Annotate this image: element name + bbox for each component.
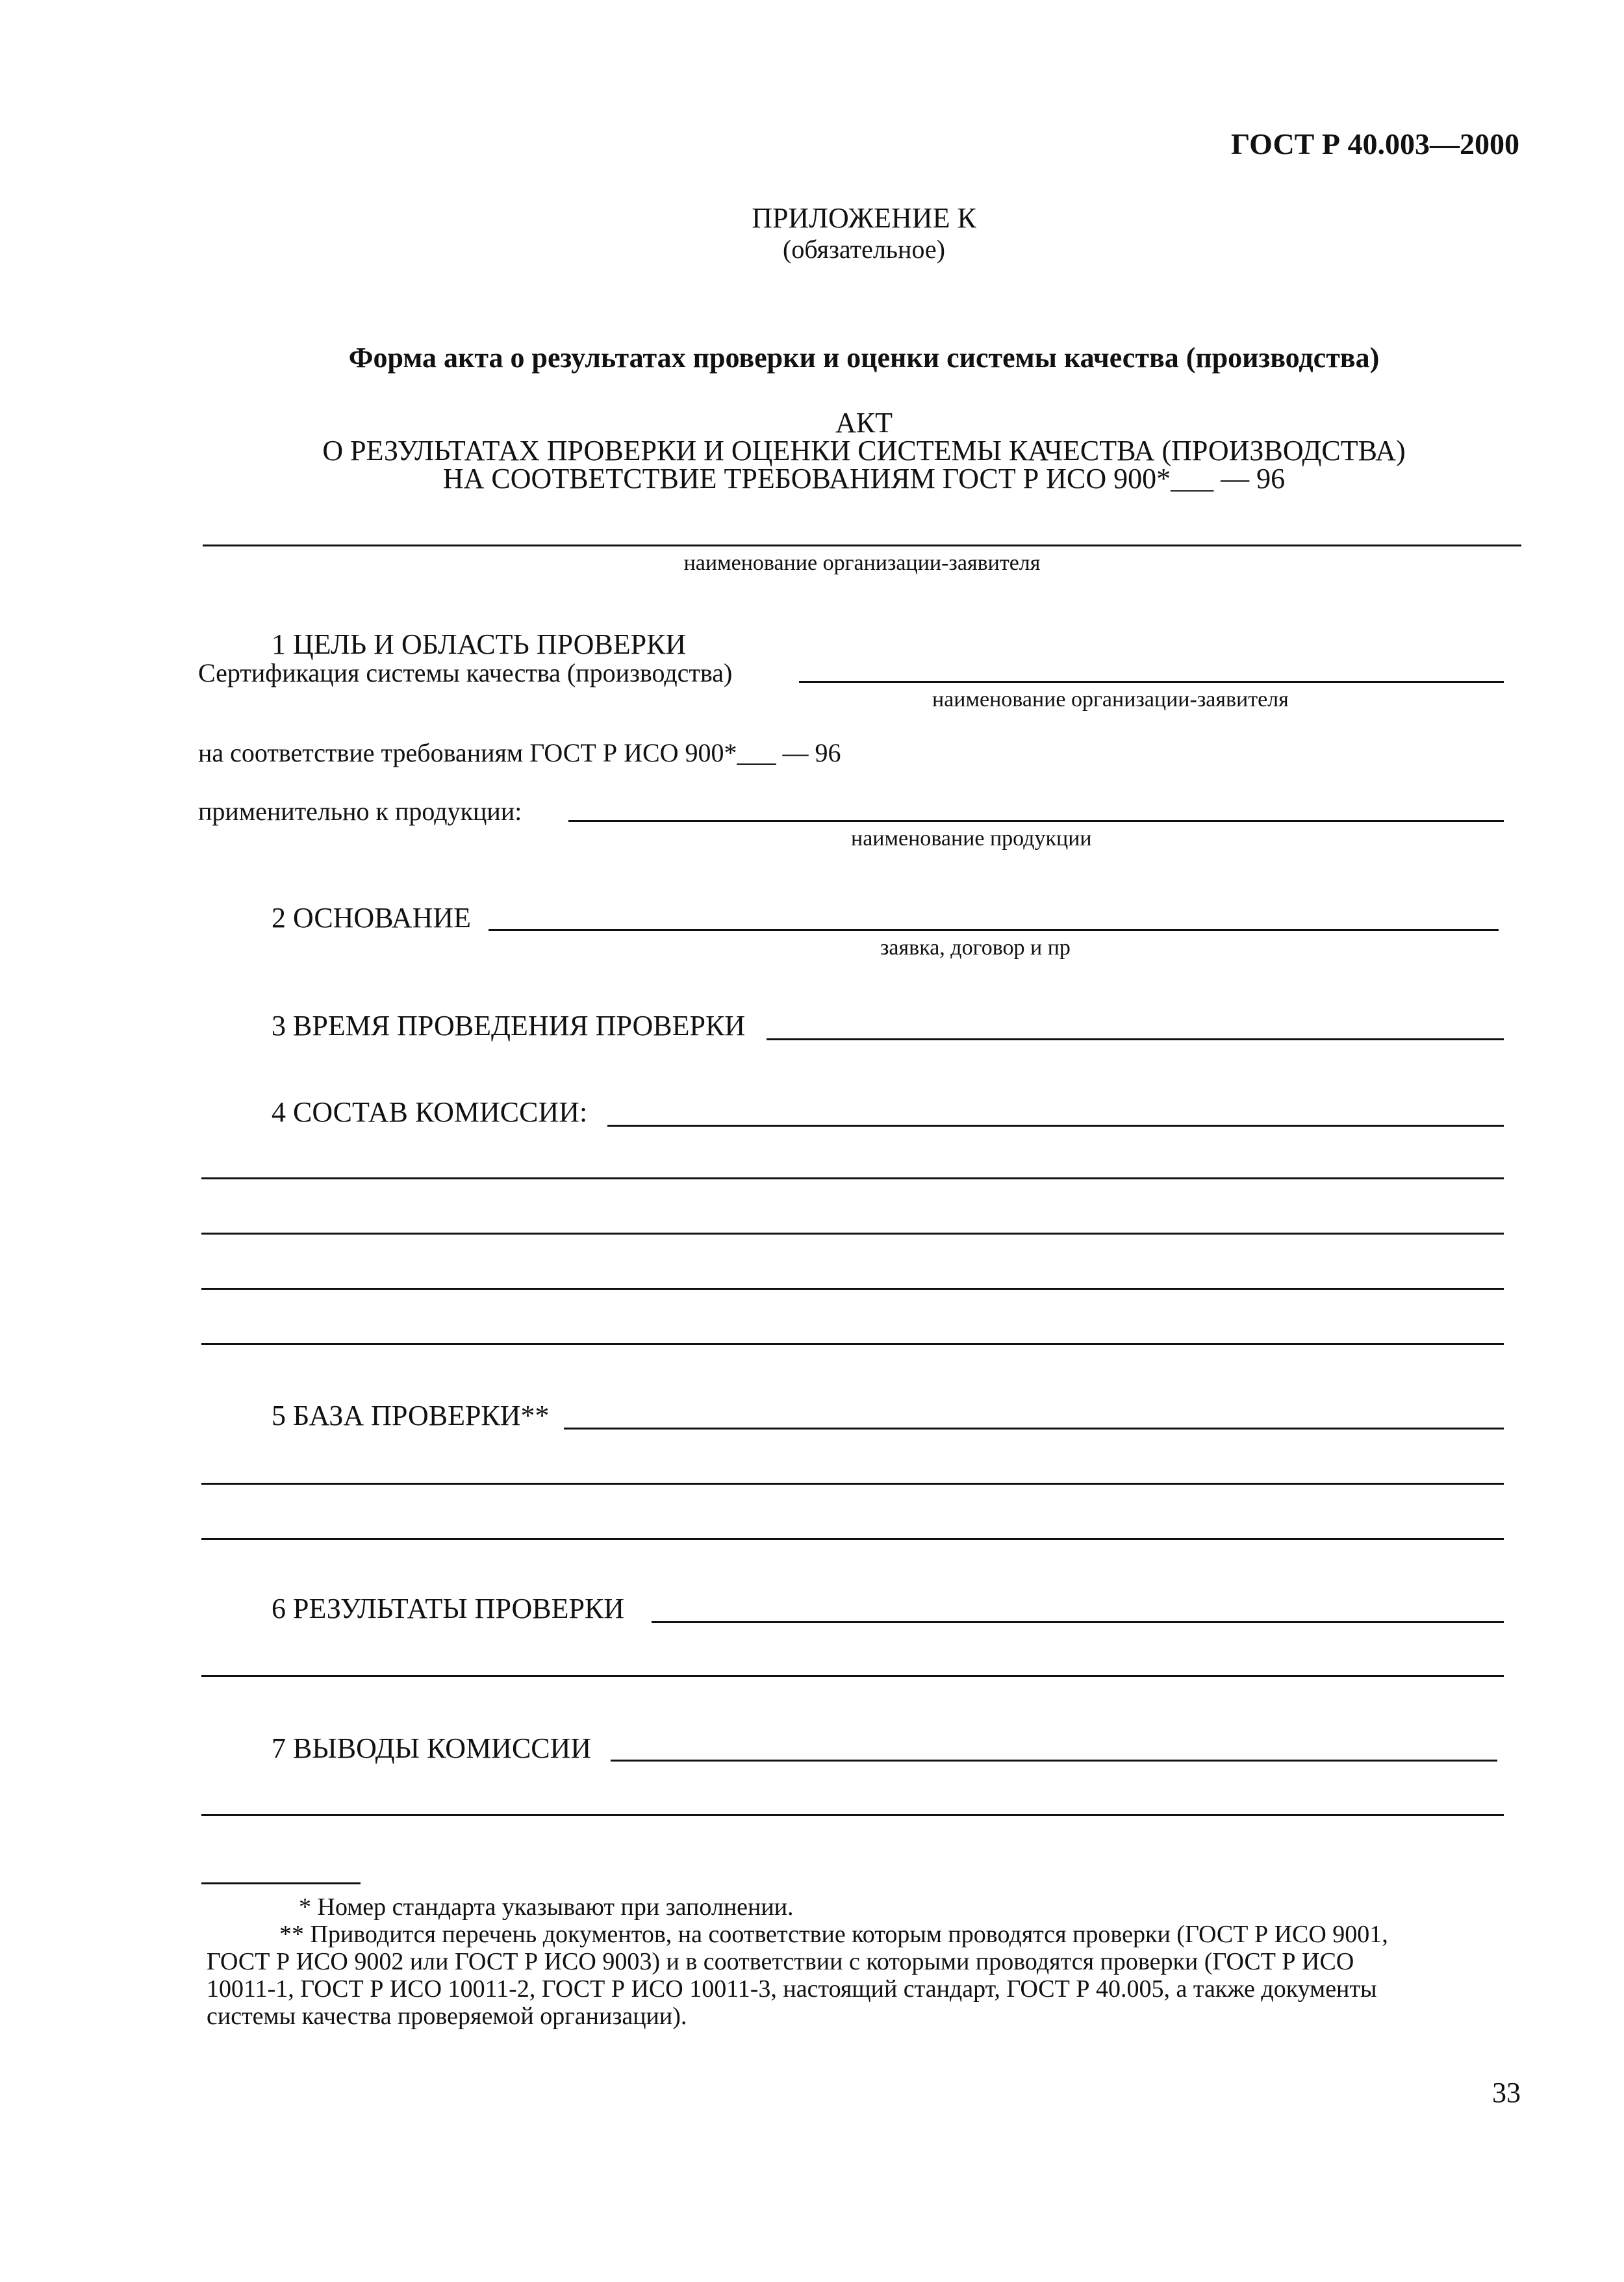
page-number: 33 bbox=[1492, 2077, 1521, 2109]
cert-org-line[interactable] bbox=[799, 681, 1504, 683]
act-subheading: О РЕЗУЛЬТАТАХ ПРОВЕРКИ И ОЦЕНКИ СИСТЕМЫ КАЧЕСТВА (ПРОИЗВОДСТВА) bbox=[322, 435, 1406, 467]
footnote-2-line-1: ** Приводится перечень документов, на соответствие которым проводятся проверки (ГОСТ Р ИСО 9001, bbox=[279, 1921, 1388, 1948]
section-7-title: 7 ВЫВОДЫ КОМИССИИ bbox=[272, 1732, 592, 1764]
commission-line-1[interactable] bbox=[607, 1125, 1504, 1127]
section-1-title: 1 ЦЕЛЬ И ОБЛАСТЬ ПРОВЕРКИ bbox=[272, 628, 687, 660]
appendix-title: ПРИЛОЖЕНИЕ К bbox=[752, 202, 976, 234]
footnote-1: * Номер стандарта указывают при заполнении. bbox=[299, 1893, 794, 1921]
footnote-2-line-2: ГОСТ Р ИСО 9002 или ГОСТ Р ИСО 9003) и в соответствии с которыми проводятся проверки (ГОСТ Р ИСО bbox=[207, 1948, 1354, 1975]
results-line-2[interactable] bbox=[201, 1675, 1504, 1677]
act-heading: АКТ bbox=[835, 407, 893, 439]
footnote-2-line-4: системы качества проверяемой организации). bbox=[207, 2003, 687, 2030]
act-conformity: НА СООТВЕТСТВИЕ ТРЕБОВАНИЯМ ГОСТ Р ИСО 900*___ — 96 bbox=[442, 463, 1286, 494]
conclusions-line-2[interactable] bbox=[201, 1814, 1504, 1816]
footnote-2-line-3: 10011-1, ГОСТ Р ИСО 10011-2, ГОСТ Р ИСО 10011-3, настоящий стандарт, ГОСТ Р 40.005, а также документы bbox=[207, 1975, 1377, 2003]
commission-line-3[interactable] bbox=[201, 1233, 1504, 1235]
basis-line[interactable] bbox=[488, 929, 1499, 931]
commission-line-4[interactable] bbox=[201, 1288, 1504, 1290]
cert-label: Сертификация системы качества (производства) bbox=[198, 658, 733, 687]
org-name-line[interactable] bbox=[203, 545, 1521, 546]
conclusions-line-1[interactable] bbox=[611, 1760, 1497, 1762]
commission-line-5[interactable] bbox=[201, 1343, 1504, 1345]
audit-base-line-2[interactable] bbox=[201, 1483, 1504, 1485]
results-line-1[interactable] bbox=[652, 1621, 1504, 1623]
section-5-title: 5 БАЗА ПРОВЕРКИ** bbox=[272, 1400, 550, 1431]
appendix-note: (обязательное) bbox=[783, 235, 945, 264]
audit-base-line-3[interactable] bbox=[201, 1538, 1504, 1540]
time-line[interactable] bbox=[767, 1038, 1504, 1040]
conformity-text: на соответствие требованиям ГОСТ Р ИСО 900*___ — 96 bbox=[198, 738, 841, 767]
product-label: применительно к продукции: bbox=[198, 797, 522, 826]
product-caption: наименование продукции bbox=[851, 827, 1092, 851]
cert-org-caption: наименование организации-заявителя bbox=[932, 687, 1289, 712]
section-6-title: 6 РЕЗУЛЬТАТЫ ПРОВЕРКИ bbox=[272, 1593, 625, 1624]
section-3-title: 3 ВРЕМЯ ПРОВЕДЕНИЯ ПРОВЕРКИ bbox=[272, 1010, 746, 1042]
org-name-caption: наименование организации-заявителя bbox=[683, 551, 1041, 575]
form-title: Форма акта о результатах проверки и оценки системы качества (производства) bbox=[348, 342, 1380, 374]
standard-header: ГОСТ Р 40.003—2000 bbox=[1231, 127, 1519, 160]
section-4-title: 4 СОСТАВ КОМИССИИ: bbox=[272, 1096, 588, 1128]
footnote-separator bbox=[201, 1882, 361, 1884]
basis-caption: заявка, договор и пр bbox=[880, 936, 1071, 960]
commission-line-2[interactable] bbox=[201, 1177, 1504, 1179]
product-line[interactable] bbox=[568, 820, 1504, 822]
audit-base-line-1[interactable] bbox=[564, 1428, 1504, 1429]
section-2-title: 2 ОСНОВАНИЕ bbox=[272, 902, 471, 934]
